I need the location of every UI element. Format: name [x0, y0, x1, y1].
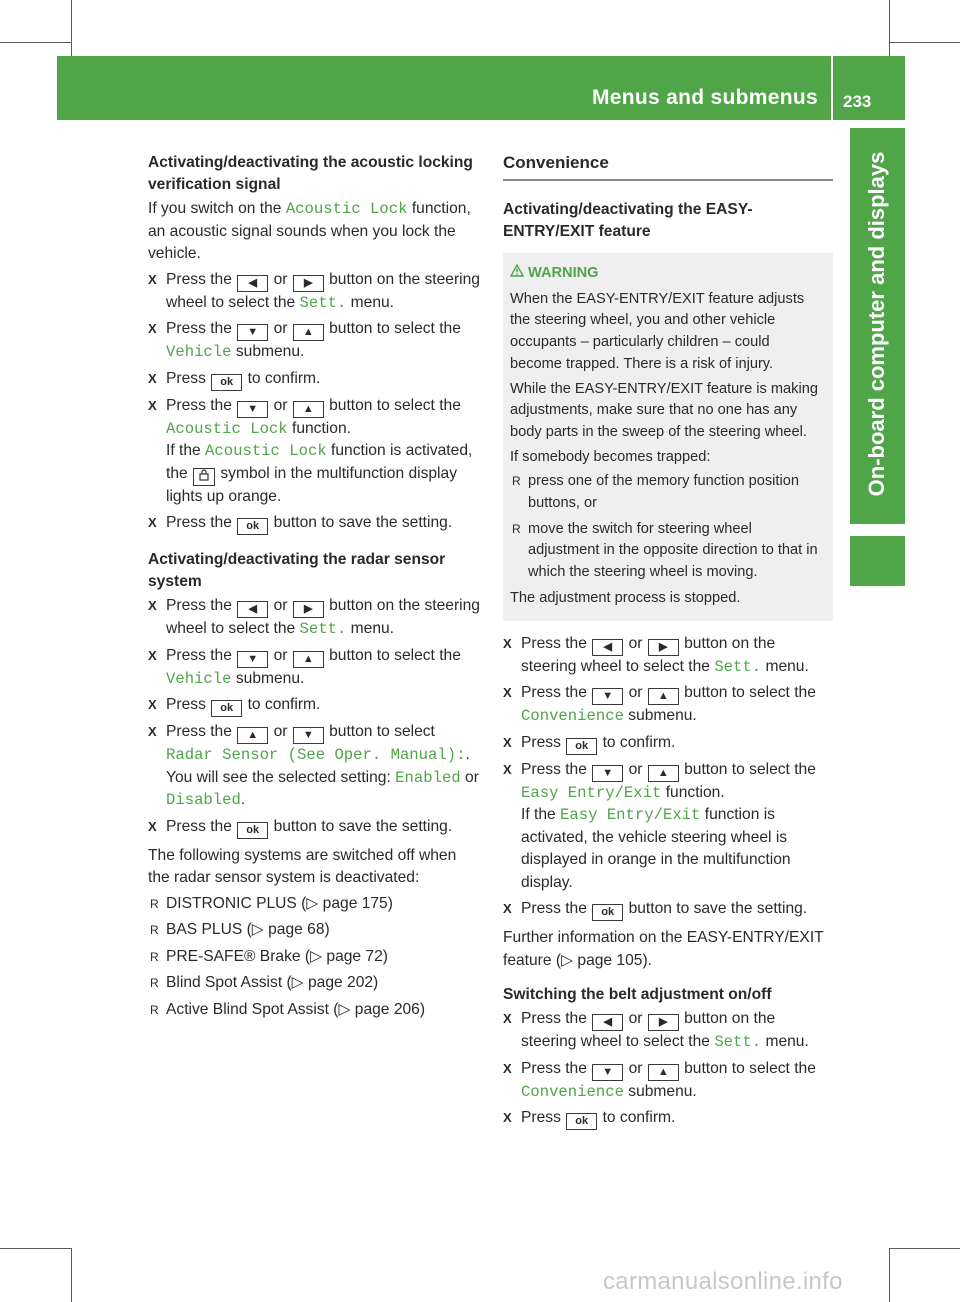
ok-key-icon: ok: [237, 822, 268, 839]
display-text: Acoustic Lock: [285, 200, 408, 218]
step: X Press the ▲ or ▼ button to select Radar Sensor (See Oper. Manual):. You will see the selected setting: Enabled or Disabled.: [148, 721, 481, 812]
padlock-icon: [193, 468, 215, 486]
step: X Press the ok button to save the setting.: [148, 512, 481, 535]
display-text: Convenience: [521, 1082, 624, 1101]
display-text: Easy Entry/Exit: [560, 806, 701, 825]
display-text: Convenience: [521, 707, 624, 726]
left-key-icon: ◀: [592, 1014, 623, 1031]
crop-mark: [889, 42, 960, 43]
crop-mark: [889, 1248, 890, 1302]
up-key-icon: ▲: [648, 688, 679, 705]
down-key-icon: ▼: [237, 651, 268, 668]
crop-mark: [71, 1248, 72, 1302]
step: X Press the ▼ or ▲ button to select the Acoustic Lock function. If the Acoustic Lock function is activated, the symbol in the multifunction display lights up orange.: [148, 395, 481, 509]
display-text: Acoustic Lock: [166, 419, 288, 438]
list-item: R move the switch for steering wheel adjustment in the opposite direction to that in which the steering wheel is moving.: [510, 519, 825, 584]
display-text: Enabled: [395, 768, 461, 787]
left-key-icon: ◀: [237, 601, 268, 618]
paragraph: Further information on the EASY-ENTRY/EXIT feature (▷ page 105).: [503, 929, 824, 969]
right-key-icon: ▶: [293, 275, 324, 292]
chapter-tab-label: On-board computer and displays: [864, 151, 889, 497]
step: X Press the ▼ or ▲ button to select the Vehicle submenu.: [148, 318, 481, 364]
step: X Press ok to confirm.: [503, 1107, 833, 1130]
display-text: Sett.: [299, 620, 347, 638]
up-key-icon: ▲: [648, 765, 679, 782]
display-text: Sett.: [299, 293, 347, 312]
section-heading: Activating/deactivating the EASY-ENTRY/EXIT feature: [503, 201, 753, 240]
warning-heading: WARNING: [510, 263, 825, 285]
up-key-icon: ▲: [648, 1064, 679, 1081]
list-item: R DISTRONIC PLUS (▷ page 175): [148, 893, 481, 916]
page-number: 233: [843, 92, 872, 111]
display-text: Acoustic Lock: [205, 442, 327, 460]
paragraph: If you switch on the Acoustic Lock function, an acoustic signal sounds when you lock the vehicle.: [148, 200, 471, 262]
display-text: Radar Sensor (See Oper. Manual):: [166, 746, 466, 764]
step: X Press the ok button to save the setting.: [148, 816, 481, 839]
up-key-icon: ▲: [237, 727, 268, 744]
right-key-icon: ▶: [648, 1014, 679, 1031]
step: X Press the ▼ or ▲ button to select the Convenience submenu.: [503, 682, 833, 728]
header-divider: [831, 56, 833, 120]
step: X Press ok to confirm.: [148, 368, 481, 391]
up-key-icon: ▲: [293, 651, 324, 668]
list-item: R BAS PLUS (▷ page 68): [148, 919, 481, 942]
crop-mark: [0, 42, 72, 43]
down-key-icon: ▼: [237, 324, 268, 341]
step: X Press the ◀ or ▶ button on the steering wheel to select the Sett. menu.: [148, 269, 481, 315]
step: X Press the ▼ or ▲ button to select the Easy Entry/Exit function. If the Easy Entry/Exit function is activated, the vehicle steering wheel is displayed in orange in the multifunction display.: [503, 759, 833, 895]
right-key-icon: ▶: [293, 601, 324, 618]
down-key-icon: ▼: [592, 688, 623, 705]
left-column: [148, 152, 481, 1025]
section-heading: Activating/deactivating the radar sensor system: [148, 551, 446, 590]
display-text: Sett.: [714, 657, 762, 676]
step: X Press ok to confirm.: [148, 694, 481, 717]
step: X Press the ◀ or ▶ button on the steering wheel to select the Sett. menu.: [503, 1008, 833, 1054]
step: X Press the ▼ or ▲ button to select the Convenience submenu.: [503, 1058, 833, 1104]
display-text: Vehicle: [166, 343, 232, 361]
down-key-icon: ▼: [237, 401, 268, 418]
section-heading: Activating/deactivating the acoustic locking verification signal: [148, 154, 473, 193]
crop-mark: [889, 1248, 960, 1249]
ok-key-icon: ok: [592, 904, 623, 921]
down-key-icon: ▼: [293, 727, 324, 744]
ok-key-icon: ok: [211, 374, 242, 391]
step: X Press the ◀ or ▶ button on the steering wheel to select the Sett. menu.: [148, 595, 481, 641]
ok-key-icon: ok: [566, 738, 597, 755]
display-text: Sett.: [714, 1033, 762, 1052]
down-key-icon: ▼: [592, 765, 623, 782]
warning-text: The adjustment process is stopped.: [510, 589, 741, 606]
display-text: Disabled: [166, 791, 241, 809]
warning-text: If somebody becomes trapped:: [510, 448, 711, 465]
warning-text: When the EASY-ENTRY/EXIT feature adjusts the steering wheel, you and other vehicle occupants – particularly children – could become trapped. There is a risk of injury.: [510, 290, 805, 372]
chapter-tab-marker: [850, 536, 905, 586]
down-key-icon: ▼: [592, 1064, 623, 1081]
step: X Press the ok button to save the setting.: [503, 898, 833, 921]
crop-mark: [0, 1248, 72, 1249]
step: X Press the ▼ or ▲ button to select the Vehicle submenu.: [148, 645, 481, 691]
ok-key-icon: ok: [566, 1113, 597, 1130]
warning-triangle-icon: [510, 263, 524, 285]
ok-key-icon: ok: [237, 518, 268, 535]
watermark: carmanualsonline.info: [603, 1268, 843, 1295]
section-heading: Switching the belt adjustment on/off: [503, 986, 772, 1004]
section-title: Convenience: [503, 152, 833, 181]
right-key-icon: ▶: [648, 639, 679, 656]
list-item: R Blind Spot Assist (▷ page 202): [148, 972, 481, 995]
left-key-icon: ◀: [237, 275, 268, 292]
list-item: R PRE-SAFE® Brake (▷ page 72): [148, 946, 481, 969]
warning-box: [503, 253, 833, 621]
display-text: Vehicle: [166, 669, 232, 688]
step: X Press the ◀ or ▶ button on the steering wheel to select the Sett. menu.: [503, 633, 833, 679]
up-key-icon: ▲: [293, 324, 324, 341]
paragraph: The following systems are switched off when the radar sensor system is deactivated:: [148, 846, 457, 886]
list-item: R press one of the memory function position buttons, or: [510, 471, 825, 514]
warning-text: While the EASY-ENTRY/EXIT feature is making adjustments, make sure that no one has any body parts in the sweep of the steering wheel.: [510, 380, 818, 440]
list-item: R Active Blind Spot Assist (▷ page 206): [148, 999, 481, 1022]
ok-key-icon: ok: [211, 700, 242, 717]
right-column: [503, 152, 833, 1134]
up-key-icon: ▲: [293, 401, 324, 418]
step: X Press ok to confirm.: [503, 732, 833, 755]
page-title: Menus and submenus: [592, 86, 818, 109]
left-key-icon: ◀: [592, 639, 623, 656]
display-text: Easy Entry/Exit: [521, 783, 662, 802]
